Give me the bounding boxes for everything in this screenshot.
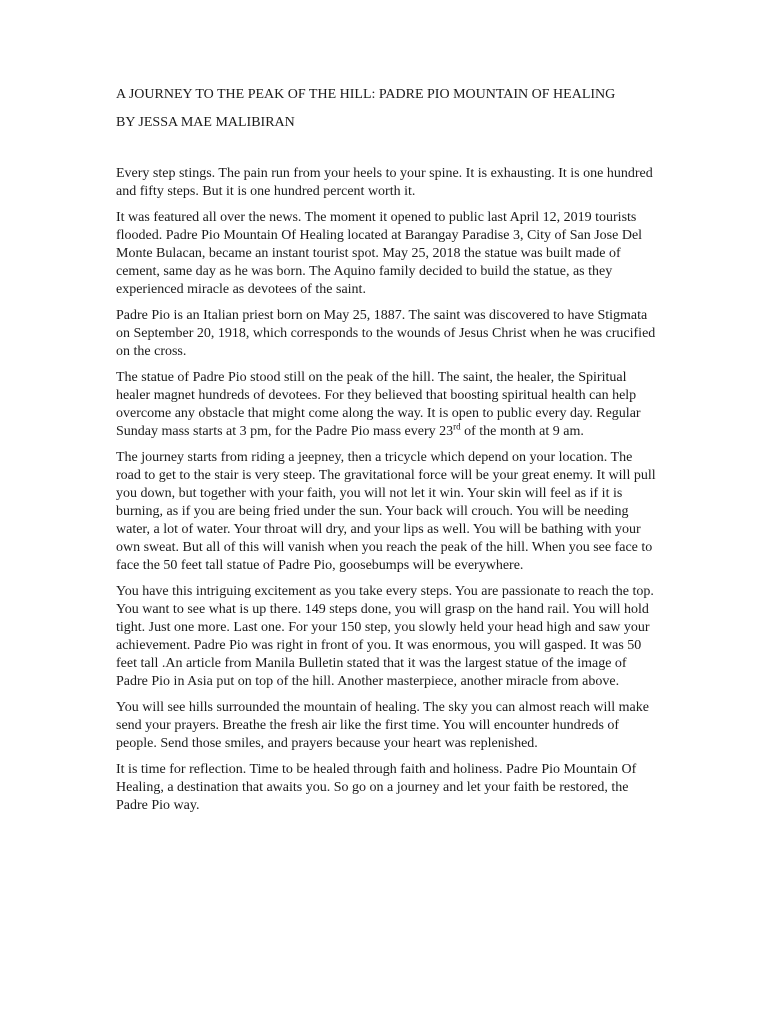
paragraph-8: It is time for reflection. Time to be healed through faith and holiness. Padre Pio Mountain Of Healing, a destination that awaits you. So go on a journey and let your faith be restored, the Padre Pio way. (116, 762, 637, 813)
paragraph-3: Padre Pio is an Italian priest born on May 25, 1887. The saint was discovered to have Stigmata on September 20, 1918, which corresponds to the wounds of Jesus Christ when he was crucified on the cross. (116, 308, 656, 359)
paragraph-6: You have this intriguing excitement as you take every steps. You are passionate to reach the top. You want to see what is up there. 149 steps done, you will grasp on the hand rail. You will hold tight. Just one more. Last one. For your 150 step, you slowly held your head high and saw your achievement. Padre Pio was right in front of you. It was enormous, you will gasped. It was 50 feet tall .An article from Manila Bulletin stated that it was the largest statue of the image of Padre Pio in Asia put on top of the hill. Another masterpiece, another miracle from above. (116, 584, 654, 689)
paragraph-5: The journey starts from riding a jeepney, then a tricycle which depend on your location. The road to get to the stair is very steep. The gravitational force will be your great enemy. It will pull you down, but together with your faith, you will not let it win. Your skin will feel as if it is burning, as if you are being fried under the sun. Your back will crouch. You will be needing water, a lot of water. Your throat will dry, and your lips as well. You will be bathing with your own sweat. But all of this will vanish when you reach the peak of the hill. When you see face to face the 50 feet tall statue of Padre Pio, goosebumps will be everywhere. (116, 450, 656, 573)
paragraph-4 (116, 369, 656, 441)
document-byline: BY JESSA MAE MALIBIRAN (116, 115, 295, 130)
ordinal-suffix: rd (453, 421, 461, 432)
document-title: A JOURNEY TO THE PEAK OF THE HILL: PADRE PIO MOUNTAIN OF HEALING (116, 87, 616, 102)
paragraph-1: Every step stings. The pain run from your heels to your spine. It is exhausting. It is one hundred and fifty steps. But it is one hundred percent worth it. (116, 166, 653, 199)
paragraph-4-text: The statue of Padre Pio stood still on the peak of the hill. The saint, the healer, the Spiritual healer magnet hundreds of devotees. For they believed that boosting spiritual health can help overcome any obstacle that might come along the way. It is open to public every day. Regular Sunday mass starts at 3 pm, for the Padre Pio mass every 23 (116, 370, 641, 439)
paragraph-2: It was featured all over the news. The moment it opened to public last April 12, 2019 tourists flooded. Padre Pio Mountain Of Healing located at Barangay Paradise 3, City of San Jose Del Monte Bulacan, became an instant tourist spot. May 25, 2018 the statue was built made of cement, same day as he was born. The Aquino family decided to build the statue, as they experienced miracle as devotees of the saint. (116, 210, 643, 297)
document-body (116, 165, 656, 815)
document-page (116, 86, 656, 823)
paragraph-7: You will see hills surrounded the mountain of healing. The sky you can almost reach will make send your prayers. Breathe the fresh air like the first time. You will encounter hundreds of people. Send those smiles, and prayers because your heart was replenished. (116, 700, 649, 751)
paragraph-4-text-end: of the month at 9 am. (460, 424, 584, 439)
